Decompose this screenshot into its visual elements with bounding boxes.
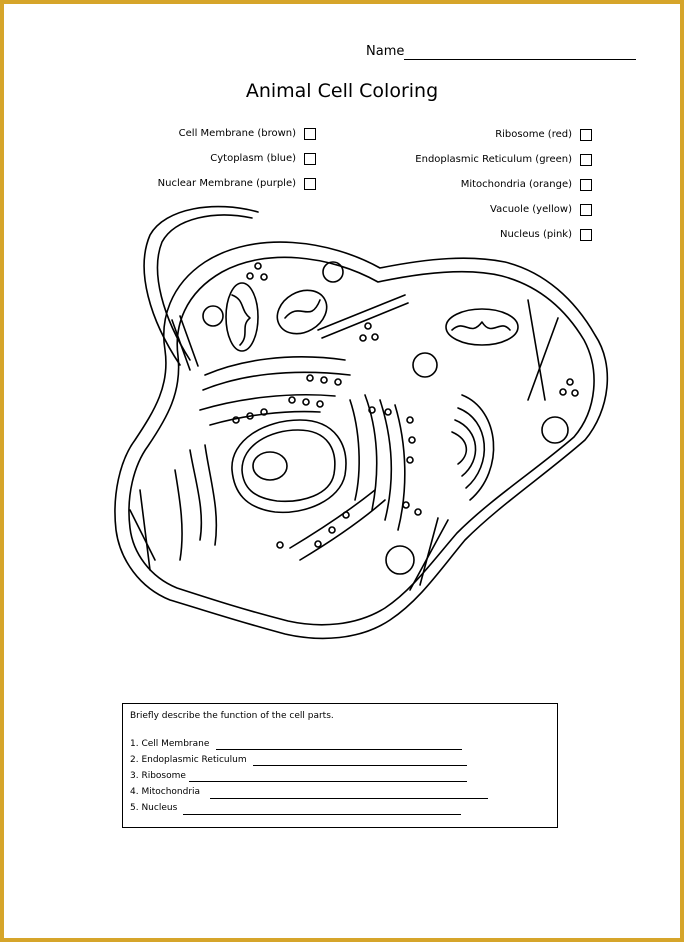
endoplasmic-reticulum: [175, 357, 405, 560]
legend-label: Mitochondria (orange): [460, 179, 572, 190]
questions-box: [122, 703, 558, 828]
legend-label: Cytoplasm (blue): [210, 153, 296, 164]
legend-left: [158, 121, 316, 196]
legend-label: Endoplasmic Reticulum (green): [415, 154, 572, 165]
legend-item-mitochondria: [415, 172, 592, 197]
mitochondria: [226, 282, 518, 351]
answer-line[interactable]: [189, 781, 467, 782]
answer-line[interactable]: [210, 798, 488, 799]
worksheet-title: Animal Cell Coloring: [245, 80, 439, 102]
ribosomes: [233, 263, 578, 548]
flagellum: [144, 207, 258, 365]
legend-label: Ribosome (red): [495, 129, 572, 140]
question-nucleus: 5. Nucleus: [130, 803, 178, 813]
checkbox[interactable]: [580, 179, 592, 191]
question-mitochondria: 4. Mitochondria: [130, 787, 201, 797]
checkbox[interactable]: [580, 129, 592, 141]
question-cell-membrane: 1. Cell Membrane: [130, 739, 210, 749]
question-ribosome: 3. Ribosome: [130, 771, 186, 781]
checkbox[interactable]: [304, 128, 316, 140]
questions-prompt: Briefly describe the function of the cell parts.: [130, 711, 334, 721]
name-label: Name: [366, 44, 405, 59]
legend-label: Nuclear Membrane (purple): [157, 178, 296, 189]
legend-item-cytoplasm: [158, 146, 316, 171]
name-field-line[interactable]: [404, 59, 636, 60]
answer-line[interactable]: [253, 765, 467, 766]
legend-label: Cell Membrane (brown): [178, 128, 296, 139]
legend-item-endoplasmic-reticulum: [415, 147, 592, 172]
legend-label: Vacuole (yellow): [490, 204, 572, 215]
checkbox[interactable]: [580, 154, 592, 166]
nucleus: [232, 420, 346, 512]
question-endoplasmic-reticulum: 2. Endoplasmic Reticulum: [130, 755, 247, 765]
answer-line[interactable]: [183, 814, 461, 815]
legend-label: Nucleus (pink): [499, 229, 572, 240]
checkbox[interactable]: [304, 178, 316, 190]
animal-cell-diagram[interactable]: [100, 195, 630, 655]
legend-item-ribosome: [415, 122, 592, 147]
answer-line[interactable]: [216, 749, 462, 750]
legend-item-cell-membrane: [158, 121, 316, 146]
golgi: [452, 395, 494, 500]
cell-membrane: [115, 242, 607, 638]
checkbox[interactable]: [304, 153, 316, 165]
legend-item-nuclear-membrane: [158, 171, 316, 196]
